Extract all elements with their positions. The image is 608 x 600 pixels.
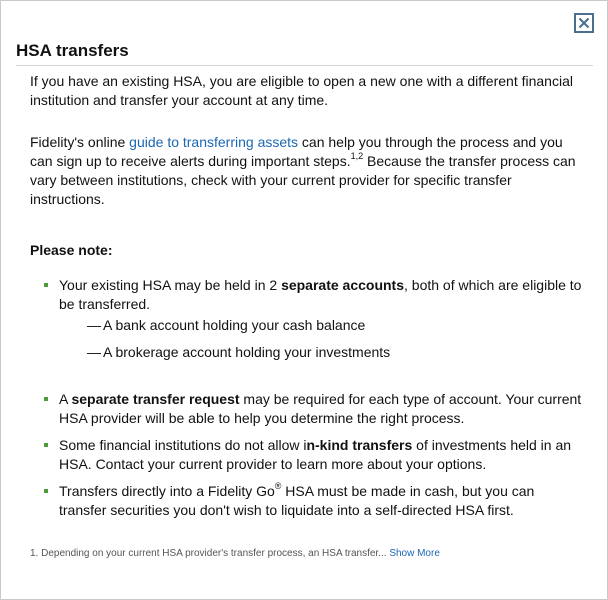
brokerage-account-item: A brokerage account holding your investments [103,344,391,360]
guide-text-before: Fidelity's online [30,134,130,150]
dialog-content [30,72,585,528]
guide-text-after: can help you through the process and you can sign up to receive alerts during important steps. [30,134,563,169]
dash-mark: — [87,317,101,333]
list-item [44,482,585,520]
bullet2-bold: separate transfer request [71,391,240,407]
bullet1-text: Your existing HSA may be held in 2 [59,277,282,293]
dash-mark: — [87,344,101,360]
footnote-ref-1-2: 1,2 [350,151,364,162]
bullet4-text-after: HSA must be made in cash, but you can transfer securities you don't wish to liquidate into a self-directed HSA first. [59,483,535,518]
show-more-link[interactable]: Show More [389,548,440,559]
footnote-text: 1. Depending on your current HSA provider's transfer process, an HSA transfer... [30,548,390,559]
close-icon [578,17,590,29]
intro-paragraph: If you have an existing HSA, you are eligible to open a new one with a different financial institution and transfer your account at any time. [30,73,573,108]
bullet1-text-after: , both of which are eligible to be transferred. [59,277,582,312]
account-types-list [59,316,585,362]
registered-mark: ® [274,481,282,492]
bullet1-bold: separate accounts [281,277,405,293]
close-button[interactable] [574,13,594,33]
bullet3-text: Some financial institutions do not allow i [59,437,307,453]
please-note-heading: Please note: [30,242,113,258]
bullet3-bold: n-kind transfers [306,437,413,453]
notes-list [30,276,585,520]
list-item [44,276,585,362]
dialog-title: HSA transfers [16,41,129,60]
sub-list-item [87,316,585,335]
guide-to-transferring-assets-link[interactable]: guide to transferring assets [129,134,299,150]
bullet2-text: A [59,391,72,407]
list-item [44,390,585,428]
bullet2-text-after: may be required for each type of account. Your current HSA provider will be able to help you determine the right process. [59,391,582,426]
title-divider [16,65,593,66]
guide-text-end: Because the transfer process can vary between institutions, check with your current provider for specific transfer instructions. [30,153,576,207]
bullet3-text-after: of investments held in an HSA. Contact your current provider to learn more about your options. [59,437,572,472]
footnote [30,548,440,559]
bank-account-item: A bank account holding your cash balance [103,317,366,333]
list-item [44,436,585,474]
bullet4-text: Transfers directly into a Fidelity Go [59,483,275,499]
sub-list-item [87,343,585,362]
guide-paragraph [30,133,585,209]
